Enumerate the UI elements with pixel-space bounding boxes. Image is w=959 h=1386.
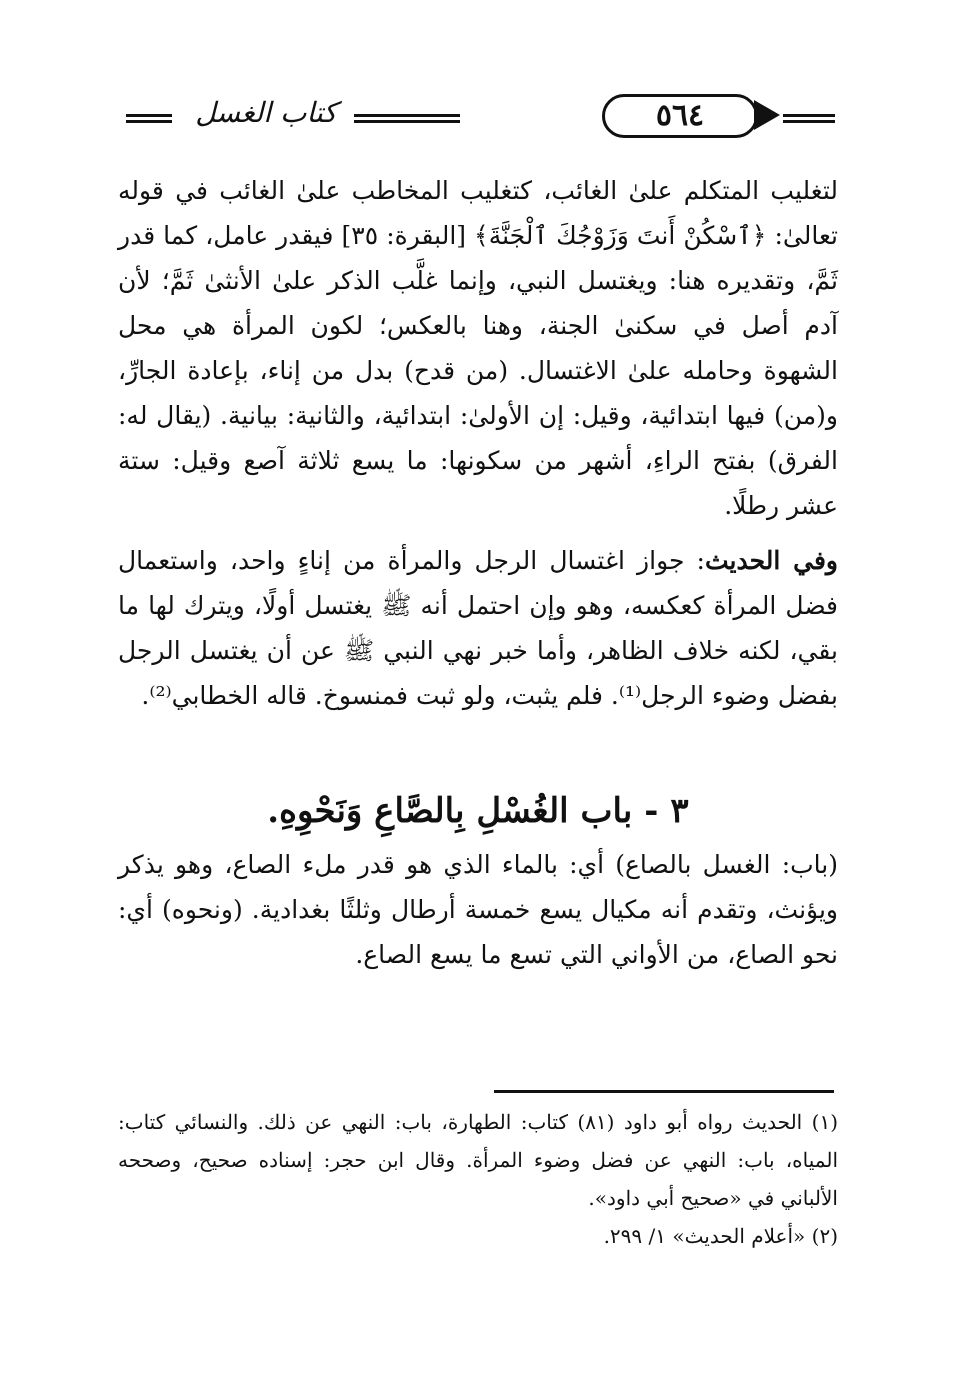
paragraph-lead: وفي الحديث	[704, 546, 838, 575]
section-number: ٣	[670, 791, 689, 831]
body-paragraph	[118, 168, 838, 528]
paragraph-text: : جواز اغتسال الرجل والمرأة من إناءٍ واحد، واستعمال فضل المرأة كعكسه، وهو وإن احتمل أنه ﷺ يغتسل أولًا، ويترك لها ما بقي، لكنه خلاف الظاهر، وأما خبر نهي النبي ﷺ عن أن يغتسل الرجل بفضل وضوء الرجل⁽¹⁾. فلم يثبت، ولو ثبت فمنسوخ. قاله الخطابي⁽²⁾.	[118, 546, 838, 710]
header-rule-left	[126, 114, 172, 123]
section-title: باب الغُسْلِ بِالصَّاعِ وَنَحْوِهِ.	[267, 791, 633, 831]
page-number: ٥٦٤	[602, 94, 758, 138]
main-text	[118, 168, 838, 977]
paragraph-text: لتغليب المتكلم علىٰ الغائب، كتغليب المخاطب علىٰ الغائب في قوله تعالىٰ: ﴿ٱسْكُنْ أَنتَ وَزَوْجُكَ ٱلْجَنَّةَ﴾ [البقرة: ٣٥] فيقدر عامل، كما قدر ثَمَّ، وتقديره هنا: ويغتسل النبي، وإنما غلَّب الذكر علىٰ الأنثىٰ ثَمَّ؛ لأن آدم أصل في سكنىٰ الجنة، وهنا بالعكس؛ لكون المرأة هي محل الشهوة وحامله علىٰ الاغتسال. (من قدح) بدل من إناء، بإعادة الجارِّ، و(من) فيها ابتدائية، وقيل: إن الأولىٰ: ابتدائية، والثانية: بيانية. (يقال له: الفرق) بفتح الراءِ، أشهر من سكونها: ما يسع ثلاثة آصع وقيل: ستة عشر رطلًا.	[118, 176, 838, 520]
header-rule-middle	[354, 114, 460, 123]
header-rule-right	[783, 114, 835, 123]
page-number-arrow-icon	[754, 100, 780, 130]
footnotes	[118, 1103, 838, 1255]
footnote: (٢) «أعلام الحديث» ١/ ٢٩٩.	[603, 1224, 838, 1248]
book-title: كتاب الغسل	[195, 96, 337, 129]
footnote: (١) الحديث رواه أبو داود (٨١) كتاب: الطهارة، باب: النهي عن ذلك. والنسائي كتاب: المياه، باب: النهي عن فضل وضوء المرأة. وقال ابن حجر: إسناده صحيح، وصححه الألباني في «صحيح أبي داود».	[118, 1110, 838, 1210]
section-paragraph: (باب: الغسل بالصاع) أي: بالماء الذي هو قدر ملء الصاع، وهو يذكر ويؤنث، وتقدم أنه مكيال يسع خمسة أرطال وثلثًا بغدادية. (ونحوه) أي: نحو الصاع، من الأواني التي تسع ما يسع الصاع.	[118, 850, 838, 969]
footnote-separator	[494, 1090, 834, 1093]
body-paragraph	[118, 538, 838, 718]
section-dash: -	[644, 791, 659, 831]
page-header	[118, 92, 838, 146]
section-heading	[118, 786, 838, 836]
